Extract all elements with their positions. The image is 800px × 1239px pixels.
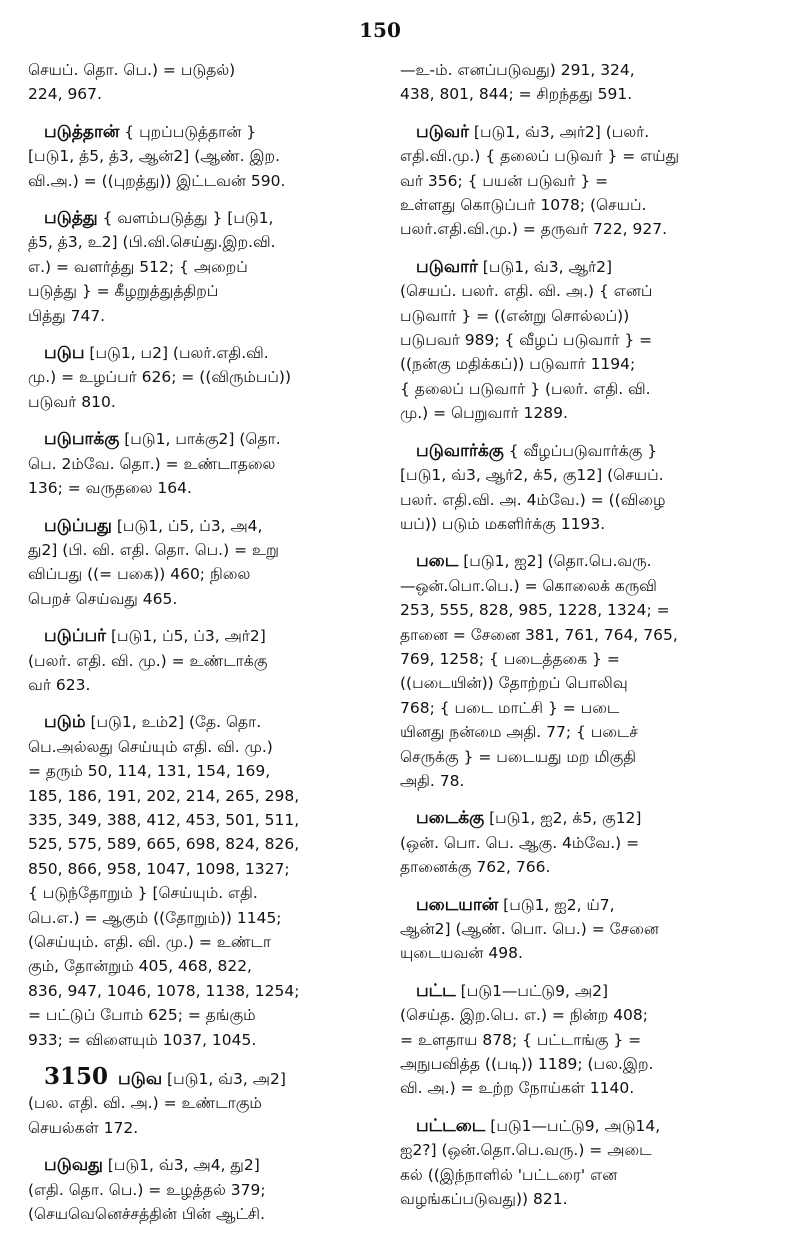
entry-text: [படு1, ஐ2] (தொ.பெ.வரு. [463, 552, 652, 571]
dictionary-entry [400, 1114, 772, 1212]
entry-text: [படு1, பாக்கு2] (தொ. [124, 430, 281, 449]
entry-line [400, 1076, 772, 1100]
entry-text: (பல. எதி. வி. அ.) = உண்டாகும் [28, 1094, 262, 1113]
entry-line [28, 476, 404, 500]
entry-line [28, 390, 404, 414]
entry-text: து2] (பி. வி. எதி. தொ. பெ.) = உறு [28, 540, 279, 559]
entry-text: எதி.வி.மு.) { தலைப் படுவர் } = எய்து [400, 147, 680, 166]
entry-line [400, 769, 772, 793]
entry-line [28, 857, 404, 881]
entry-line [400, 941, 772, 965]
entry-text: { புறப்படுத்தான் } [124, 122, 257, 141]
entry-line [400, 623, 772, 647]
entry-text: { படுந்தோறும் } [செய்யும். எதி. [28, 884, 258, 903]
entry-line [400, 488, 772, 512]
entry-text: [படு1—பட்டு9, அ2] [460, 981, 608, 1000]
entry-text: செருக்கு } = படையது மற மிகுதி [400, 747, 637, 766]
entry-line [400, 598, 772, 622]
entry-text: யினது நன்மை அதி. 77; { படைச் [400, 723, 638, 742]
entry-line [400, 1114, 772, 1138]
entry-line [28, 1003, 404, 1027]
headword: படுத்து [44, 208, 98, 229]
entry-line [400, 377, 772, 401]
entry-line [28, 1091, 404, 1115]
entry-line [28, 1065, 404, 1091]
entry-line [400, 1163, 772, 1187]
entry-text: { வீழப்படுவார்க்கு } [508, 441, 658, 460]
entry-line [28, 144, 404, 168]
entry-line [400, 745, 772, 769]
entry-text: பெ.எ.) = ஆகும் ((தோறும்)) 1145; [28, 908, 282, 927]
page-number: 150 [359, 18, 401, 42]
entry-line [28, 930, 404, 954]
entry-text: உள்ளது கொடுப்பர் 1078; (செயப். [400, 196, 647, 215]
headword: படுவது [44, 1155, 103, 1176]
entry-line [28, 1202, 404, 1226]
entry-text: படுத்து } = கீழறுத்துத்திறப் [28, 282, 219, 301]
entry-text: { வளம்படுத்து } [படு1, [102, 209, 274, 228]
entry-line [28, 1028, 404, 1052]
entry-line [28, 452, 404, 476]
entry-line [400, 1003, 772, 1027]
dictionary-entry [28, 427, 404, 500]
entry-text: செயப். தொ. பெ.) = படுதல்) [28, 61, 236, 79]
entry-text: (ஒன். பொ. பெ. ஆகு. 4ம்வே.) = [400, 833, 640, 852]
headword: படுப [44, 343, 85, 364]
entry-text: படுவார் } = ((என்று சொல்லப்)) [400, 306, 630, 325]
entry-line [400, 120, 772, 144]
entry-text: 253, 555, 828, 985, 1228, 1324; = [400, 601, 670, 620]
entry-text: வழங்கப்படுவது)) 821. [400, 1190, 568, 1209]
entry-text: (பலர். எதி. வி. மு.) = உண்டாக்கு [28, 651, 268, 670]
entry-text: [படு1, வ்3, ஆர்2] [482, 257, 613, 276]
entry-line [400, 1028, 772, 1052]
entry-text: = தரும் 50, 114, 131, 154, 169, [28, 762, 271, 781]
entry-line [28, 255, 404, 279]
entry-text: ஐ2?] (ஒன்.தொ.பெ.வரு.) = அடை [400, 1141, 652, 1160]
entry-text: படுவர் 810. [28, 392, 116, 411]
headword: படுவர் [416, 121, 469, 142]
entry-text: 768; { படை மாட்சி } = படை [400, 698, 620, 717]
entry-line [400, 58, 772, 82]
entry-text: [படு1, வ்3, அ4, து2] [107, 1156, 260, 1175]
entry-text: வர் 623. [28, 675, 91, 694]
headword: படுவார் [416, 256, 478, 277]
entry-text: வர் 356; { பயன் படுவர் } = [400, 171, 609, 190]
entry-line [400, 1052, 772, 1076]
dictionary-entry [28, 206, 404, 328]
entry-text: யுடையவன் 498. [400, 944, 523, 963]
entry-text: யப்)) படும் மகளிர்க்கு 1193. [400, 514, 606, 533]
entry-line [28, 784, 404, 808]
entry-text: (செயவெனெச்சத்தின் பின் ஆட்சி. [28, 1205, 265, 1224]
entry-text: பெ.அல்லது செய்யும் எதி. வி. மு.) [28, 737, 273, 756]
entry-line [28, 365, 404, 389]
entry-line [28, 881, 404, 905]
entry-text: கும், தோன்றும் 405, 468, 822, [28, 957, 252, 976]
dictionary-entry [400, 979, 772, 1101]
entry-line [28, 906, 404, 930]
entry-line [28, 979, 404, 1003]
entry-text: —ஒன்.பொ.பெ.) = கொலைக் கருவி [400, 576, 657, 595]
entry-line [400, 696, 772, 720]
entry-line [400, 574, 772, 598]
entry-text: மு.) = உழப்பர் 626; = ((விரும்பப்)) [28, 368, 292, 387]
entry-line [400, 671, 772, 695]
right-column [400, 58, 772, 1224]
entry-line [400, 328, 772, 352]
entry-line [28, 808, 404, 832]
entry-text: [படு1, ப்5, ப்3, அ4, [116, 516, 263, 535]
entry-text: [படு1, ப்5, ப்3, அர்2] [110, 627, 266, 646]
left-column [28, 58, 404, 1239]
entry-line [400, 647, 772, 671]
headword: படுவ [118, 1069, 163, 1090]
entry-text: கல் ((இந்நாளில் 'பட்டரை' என [400, 1165, 618, 1184]
headword: படும் [44, 712, 86, 733]
headword: பட்ட [416, 980, 456, 1001]
entry-line [400, 279, 772, 303]
dictionary-entry [400, 893, 772, 966]
dictionary-entry [400, 120, 772, 242]
entry-text: [படு1, வ்3, அர்2] (பலர். [473, 122, 650, 141]
dictionary-entry [28, 120, 404, 193]
entry-line [28, 82, 404, 106]
dictionary-entry [28, 624, 404, 697]
entry-line [400, 917, 772, 941]
entry-line [28, 206, 404, 230]
entry-text: [படு1, ஐ2, ய்7, [503, 895, 615, 914]
entry-line [28, 649, 404, 673]
headword: படுவார்க்கு [416, 440, 504, 461]
dictionary-entry [400, 439, 772, 537]
entry-text: த்5, த்3, உ2] (பி.வி.செய்து.இற.வி. [28, 233, 276, 252]
entry-text: = உளதாய 878; { பட்டாங்கு } = [400, 1030, 642, 1049]
entry-line [400, 401, 772, 425]
entry-line [28, 1178, 404, 1202]
entry-text: 525, 575, 589, 665, 698, 824, 826, [28, 835, 300, 854]
entry-line [28, 735, 404, 759]
entry-line [400, 1187, 772, 1211]
entry-text: 136; = வருதலை 164. [28, 479, 192, 498]
entry-text: தானைக்கு 762, 766. [400, 858, 551, 877]
headword: படைக்கு [416, 808, 485, 829]
entry-line [28, 710, 404, 734]
entry-line [400, 855, 772, 879]
entry-line [28, 759, 404, 783]
entry-line [400, 463, 772, 487]
entry-line [28, 427, 404, 451]
entry-line [28, 58, 404, 82]
headword: படுபாக்கு [44, 429, 120, 450]
entry-text: [படு1, வ்3, அ2] [167, 1070, 286, 1089]
entry-text: செயல்கள் 172. [28, 1118, 139, 1137]
entry-text: அதி. 78. [400, 771, 465, 790]
dictionary-entry [400, 255, 772, 426]
entry-line [400, 255, 772, 279]
entry-text: வி. அ.) = உற்ற நோய்கள் 1140. [400, 1079, 635, 1098]
entry-line [400, 831, 772, 855]
dictionary-entry [28, 341, 404, 414]
entry-text: ((நன்கு மதிக்கப்)) படுவார் 1194; [400, 355, 636, 374]
entry-text: (செய்யும். எதி. வி. மு.) = உண்டா [28, 933, 271, 951]
entry-text: [படு1, வ்3, ஆர்2, க்5, கு12] (செயப். [400, 466, 664, 485]
entry-text: பெறச் செய்வது 465. [28, 589, 178, 608]
entry-line [28, 832, 404, 856]
headword: படுப்பர் [44, 626, 107, 647]
entry-line [28, 587, 404, 611]
entry-line [400, 439, 772, 463]
entry-text: 438, 801, 844; = சிறந்தது 591. [400, 85, 633, 104]
entry-text: அநுபவித்த ((படி)) 1189; (பல.இற. [400, 1055, 654, 1074]
entry-text: ஆன்2] (ஆண். பொ. பெ.) = சேனை [400, 920, 659, 938]
entry-text: 836, 947, 1046, 1078, 1138, 1254; [28, 981, 300, 1000]
entry-text: 224, 967. [28, 85, 102, 104]
entry-line [400, 979, 772, 1003]
entry-line [28, 304, 404, 328]
entry-line [400, 806, 772, 830]
entry-text: 933; = விளையும் 1037, 1045. [28, 1030, 257, 1049]
entry-text: விப்பது ((= பகை)) 460; நிலை [28, 565, 251, 584]
entry-text: பித்து 747. [28, 306, 106, 325]
entry-line [28, 1153, 404, 1177]
dictionary-entry [28, 710, 404, 1052]
entry-line [400, 720, 772, 744]
entry-line [28, 120, 404, 144]
entry-text: [படு1, ஐ2, க்5, கு12] [489, 809, 642, 828]
entry-line [400, 304, 772, 328]
entry-text: 850, 866, 958, 1047, 1098, 1327; [28, 859, 290, 878]
entry-line [28, 562, 404, 586]
entry-text: [படு1, உம்2] (தே. தொ. [90, 713, 262, 732]
entry-line [400, 217, 772, 241]
dictionary-entry [28, 1153, 404, 1226]
entry-line [28, 279, 404, 303]
entry-line [28, 341, 404, 365]
entry-text: [படு1—பட்டு9, அடு14, [490, 1116, 661, 1135]
dictionary-entry [400, 549, 772, 793]
entry-text: ((படையின்)) தோற்றப் பொலிவு [400, 674, 628, 693]
headword: படுப்பது [44, 515, 112, 536]
entry-text: பெ. 2ம்வே. தொ.) = உண்டாதலை [28, 454, 276, 473]
entry-line [28, 169, 404, 193]
entry-line [28, 954, 404, 978]
entry-text: படுபவர் 989; { வீழப் படுவார் } = [400, 331, 653, 350]
entry-text: = பட்டுப் போம் 625; = தங்கும் [28, 1006, 256, 1025]
headword: பட்டடை [416, 1115, 486, 1136]
entry-text: [படு1, ப2] (பலர்.எதி.வி. [89, 344, 269, 363]
entry-text: 185, 186, 191, 202, 214, 265, 298, [28, 786, 300, 805]
entry-line [400, 893, 772, 917]
entry-text: மு.) = பெறுவார் 1289. [400, 404, 568, 423]
entry-text: (செயப். பலர். எதி. வி. அ.) { எனப் [400, 282, 653, 301]
entry-continuation [28, 58, 404, 107]
dictionary-entry [28, 1065, 404, 1140]
entry-text: —உ-ம். எனப்படுவது) 291, 324, [400, 61, 635, 79]
entry-line [28, 1116, 404, 1140]
entry-line [400, 1138, 772, 1162]
dictionary-entry [400, 806, 772, 879]
entry-line [400, 82, 772, 106]
entry-line [28, 514, 404, 538]
entry-line [400, 193, 772, 217]
entry-text: (செய்த. இற.பெ. எ.) = நின்ற 408; [400, 1006, 648, 1025]
headword: படுத்தான் [44, 121, 120, 142]
entry-line [28, 673, 404, 697]
dictionary-entry [28, 514, 404, 612]
entry-text: பலர்.எதி.வி.மு.) = தருவர் 722, 927. [400, 220, 668, 239]
entry-text: வி.அ.) = ((புறத்து)) இட்டவன் 590. [28, 171, 286, 190]
entry-text: [படு1, த்5, த்3, ஆன்2] (ஆண். இற. [28, 147, 281, 166]
entry-line [400, 352, 772, 376]
entry-line [400, 144, 772, 168]
entry-text: எ.) = வளர்த்து 512; { அறைப் [28, 257, 248, 276]
entry-line [28, 624, 404, 648]
entry-line [400, 549, 772, 573]
entry-text: 335, 349, 388, 412, 453, 501, 511, [28, 810, 300, 829]
entry-text: 769, 1258; { படைத்தகை } = [400, 649, 620, 668]
entry-continuation [400, 58, 772, 107]
headword: படை [416, 551, 459, 572]
entry-text: தானை = சேனை 381, 761, 764, 765, [400, 625, 678, 644]
entry-line [28, 538, 404, 562]
entry-text: பலர். எதி.வி. அ. 4ம்வே.) = ((விழை [400, 490, 666, 509]
entry-text: (எதி. தொ. பெ.) = உழத்தல் 379; [28, 1180, 266, 1199]
entry-line [400, 512, 772, 536]
entry-line [28, 230, 404, 254]
entry-text: { தலைப் படுவார் } (பலர். எதி. வி. [400, 379, 651, 398]
headword: படையான் [416, 894, 499, 915]
section-number: 3150 [44, 1065, 109, 1091]
entry-line [400, 169, 772, 193]
